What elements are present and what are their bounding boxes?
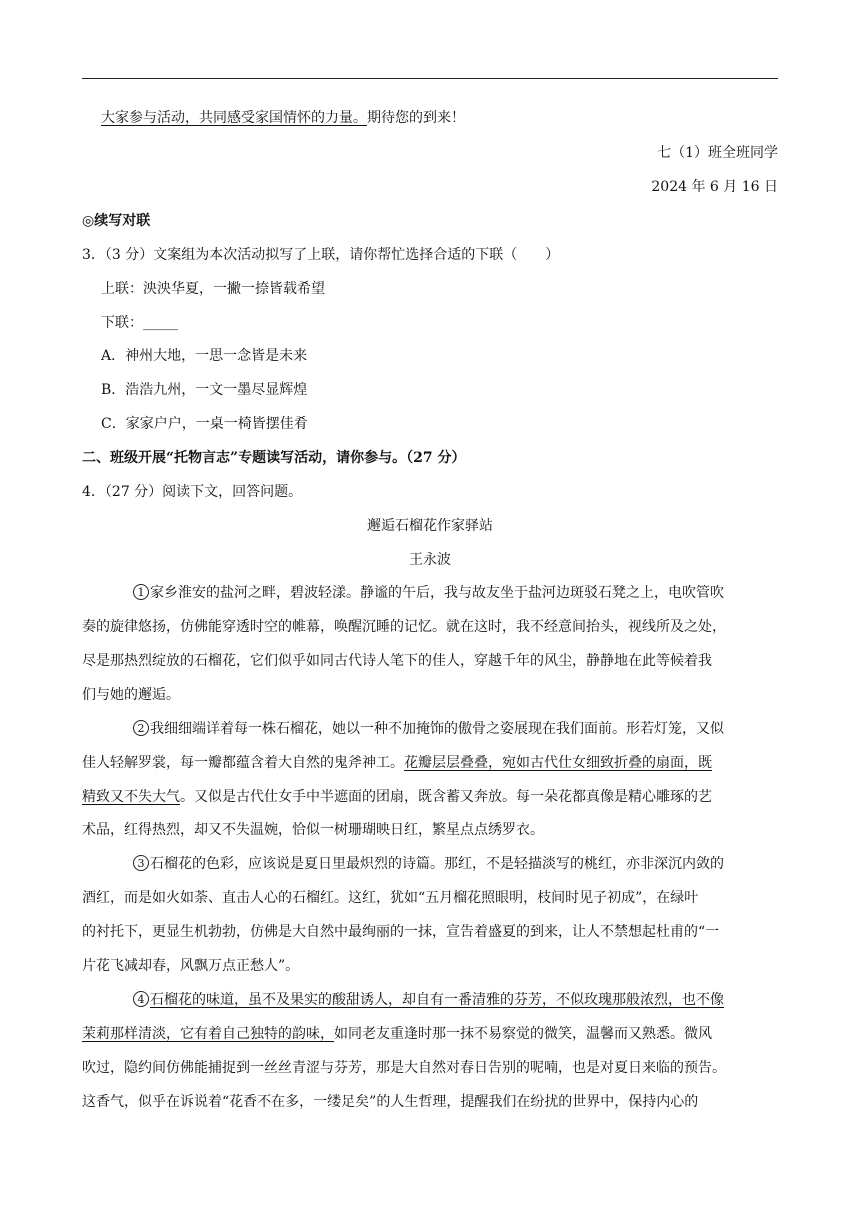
couplet-upper: 上联：泱泱华夏，一撇一捺皆载希望: [101, 281, 325, 297]
option-c: C．家家户户，一桌一椅皆摆佳肴: [101, 416, 308, 432]
paragraph-3-number: 3: [133, 855, 149, 871]
invite-date: 2024 年 6 月 16 日: [651, 179, 778, 195]
couplet-lower: 下联：_____: [101, 315, 178, 331]
underlined-sentence-2: 花瓣层层叠叠，宛如古代仕女细致折叠的扇面，既: [404, 755, 712, 771]
paragraph-1-line-3: 尽是那热烈绽放的石榴花，它们似乎如同古代诗人笔下的佳人，穿越千年的风尘，静静地在此等候着我: [82, 653, 712, 669]
question-3-stem: 3．（3 分）文案组为本次活动拟写了上联，请你帮忙选择合适的下联（ ）: [82, 247, 560, 263]
invite-closing-rest: 期待您的到来！: [367, 110, 465, 126]
paragraph-1-line-4: 们与她的邂逅。: [82, 687, 180, 703]
article-author: 王永波: [409, 552, 451, 568]
question-4-stem: 4．（27 分）阅读下文，回答问题。: [82, 484, 303, 500]
paragraph-4-line-4: 这香气，似乎在诉说着“花香不在多，一缕足矣”的人生哲理，提醒我们在纷扰的世界中，保持内心的: [82, 1094, 699, 1110]
paragraph-2-line-3: 精致又不失大气。又似是古代仕女手中半遮面的团扇，既含蓄又奔放。每一朵花都真像是精心雕琢的艺: [82, 789, 712, 805]
paragraph-3-line-3: 的衬托下，更显生机勃勃，仿佛是大自然中最绚丽的一抹，宣告着盛夏的到来，让人不禁想起杜甫的“一: [82, 924, 720, 940]
paragraph-2-line-2: 佳人轻解罗裳，每一瓣都蕴含着大自然的鬼斧神工。花瓣层层叠叠，宛如古代仕女细致折叠的扇面，既: [82, 755, 712, 771]
option-b: B．浩浩九州，一文一墨尽显辉煌: [101, 382, 308, 398]
paragraph-1-number: 1: [133, 584, 149, 600]
paragraph-1-line-1: 1 家乡淮安的盐河之畔，碧波轻漾。静谧的午后，我与故友坐于盐河边斑驳石凳之上，电吹管吹: [133, 583, 778, 603]
paragraph-3-line-4: 片花飞减却春，风飘万点正愁人”。: [82, 958, 300, 974]
option-a: A．神州大地，一思一念皆是未来: [101, 348, 308, 364]
paragraph-2-number: 2: [133, 720, 149, 736]
invite-closing: [101, 108, 778, 128]
section-title-couplet: ◎续写对联: [82, 213, 151, 229]
paragraph-2-line-1: 2 我细细端详着每一株石榴花，她以一种不加掩饰的傲骨之姿展现在我们面前。形若灯笼，又似: [133, 719, 778, 739]
paragraph-1-line-2: 奏的旋律悠扬，仿佛能穿透时空的帷幕，唤醒沉睡的记忆。就在这时，我不经意间抬头，视线所及之处，: [82, 619, 726, 635]
invite-signature: 七（1）班全班同学: [657, 145, 778, 161]
paragraph-4-number: 4: [133, 991, 149, 1007]
header-rule: [82, 78, 778, 79]
paragraph-4-line-1: [133, 990, 778, 1010]
underlined-sentence-4: 石榴花的味道，虽不及果实的酸甜诱人，却自有一番清雅的芬芳，不似玫瑰那般浓烈，也不像: [150, 992, 724, 1008]
paragraph-3-line-2: 酒红，而是如火如荼、直击人心的石榴红。这红，犹如“五月榴花照眼明，枝间时见子初成”，在绿叶: [82, 890, 699, 906]
paragraph-4-line-3: 吹过，隐约间仿佛能捕捉到一丝丝青涩与芬芳，那是大自然对春日告别的呢喃，也是对夏日来临的预告。: [82, 1060, 726, 1076]
paragraph-3-line-1: 3 石榴花的色彩，应该说是夏日里最炽烈的诗篇。那红，不是轻描淡写的桃红，亦非深沉内敛的: [133, 854, 778, 874]
article-title: 邂逅石榴花作家驿站: [367, 518, 493, 534]
invite-closing-underlined: 大家参与活动，共同感受家国情怀的力量。: [101, 110, 367, 126]
section-2-heading: 二、班级开展“托物言志”专题读写活动，请你参与。（27 分）: [82, 450, 466, 466]
paragraph-4-line-2: 茉莉那样清淡，它有着自己独特的韵味，如同老友重逢时那一抹不易察觉的微笑，温馨而又熟悉。微风: [82, 1026, 712, 1042]
paragraph-2-line-4: 术品，红得热烈，却又不失温婉，恰似一树珊瑚映日红，繁星点点绣罗衣。: [82, 822, 544, 838]
